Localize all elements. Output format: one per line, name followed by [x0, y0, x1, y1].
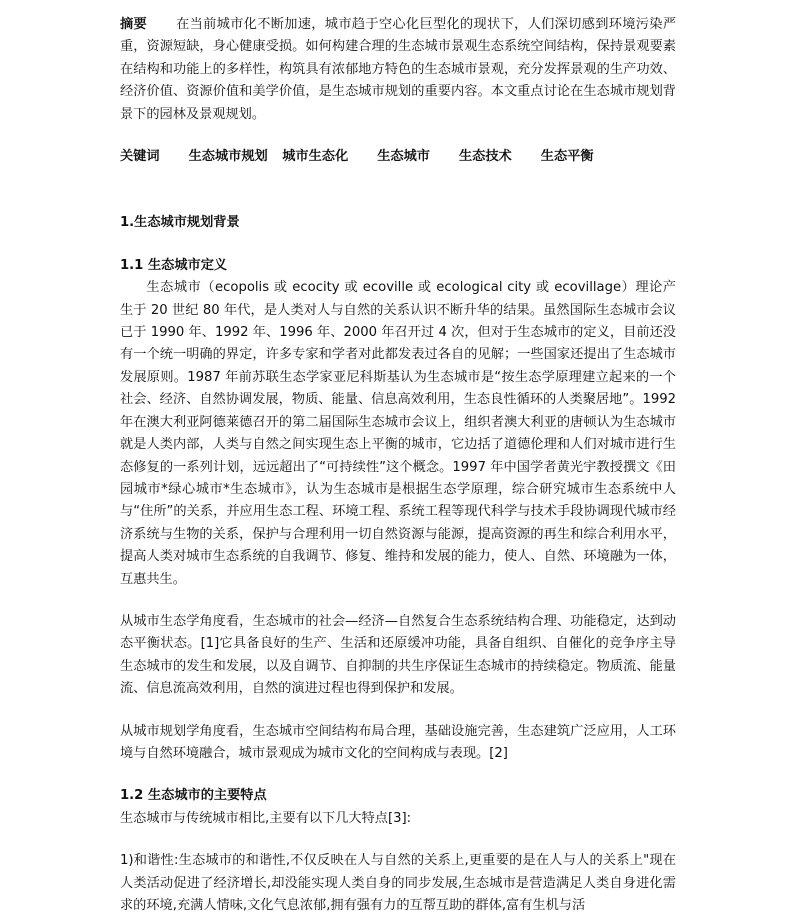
section-1-2-point-1: 1)和谐性:生态城市的和谐性,不仅反映在人与自然的关系上,更重要的是在人与人的关系上"现在人类活动促进了经济增长,却没能实现人类自身的同步发展,生态城市是营造满足人类自身进化需求的环境,充满人情味,文化气息浓郁,拥有强有力的互帮互助的群体,富有生机与活 — [120, 853, 676, 913]
abstract-paragraph — [120, 14, 676, 126]
keyword-3: 生态城市 — [377, 149, 430, 165]
abstract-label: 摘要 — [120, 17, 148, 32]
section-1-1-heading: 1.1 生态城市定义 — [120, 257, 228, 273]
keywords-label: 关键词 — [120, 149, 160, 165]
section-1-2-intro: 生态城市与传统城市相比,主要有以下几大特点[3]: — [120, 810, 412, 826]
section-1-1-paragraph-3: 从城市规划学角度看，生态城市空间结构布局合理，基础设施完善，生态建筑广泛应用，人工环境与自然环境融合，城市景观成为城市文化的空间构成与表现。[2] — [120, 723, 676, 761]
keyword-5: 生态平衡 — [540, 149, 594, 165]
keywords-line — [120, 146, 676, 168]
section-1-1-paragraph-2: 从城市生态学角度看，生态城市的社会—经济—自然复合生态系统结构合理、功能稳定，达到动态平衡状态。[1]它具备良好的生产、生活和还原缓冲功能，具备自组织、自催化的竞争序主导生态城市的发生和发展，以及自调节、自抑制的共生序保证生态城市的持续稳定。物质流、能量流、信息流高效利用，自然的演进过程也得到保护和发展。 — [120, 613, 676, 697]
section-1-2-heading: 1.2 生态城市的主要特点 — [120, 788, 267, 804]
abstract-text: 在当前城市化不断加速，城市趋于空心化巨型化的现状下，人们深切感到环境污染严重，资源短缺，身心健康受损。如何构建合理的生态城市景观生态系统空间结构，保持景观要素在结构和功能上的多样性，构筑具有浓郁地方特色的生态城市景观，充分发挥景观的生产功效、经济价值、资源价值和美学价值，是生态城市规划的重要内容。本文重点讨论在生态城市规划背景下的园林及景观规划。 — [120, 17, 677, 122]
keyword-2: 城市生态化 — [282, 149, 349, 165]
keyword-1: 生态城市规划 — [188, 149, 268, 165]
section-1-heading: 1.生态城市规划背景 — [120, 215, 240, 231]
document-page — [120, 14, 676, 917]
keyword-4: 生态技术 — [458, 149, 512, 165]
section-1-1-paragraph-1: 生态城市（ecopolis 或 ecocity 或 ecoville 或 ecological city 或 ecovillage）理论产生于 20 世纪 80 年代，是人类对人与自然的关系认识不断升华的结果。虽然国际生态城市会议已于 1990 年、1992 年、1996 年、2000 年召开过 4 次，但对于生态城市的定义，目前还没有一个统一明确的界定，许多专家和学者对此都发表过各自的见解；一些国家还提出了生态城市发展原则。1987 年前苏联生态学家亚尼科斯基认为生态城市是“按生态学原理建立起来的一个社会、经济、自然协调发展，物质、能量、信息高效利用，生态良性循环的人类聚居地”。1992 年在澳大利亚阿德莱德召开的第二届国际生态城市会议上，组织者澳大利亚的唐顿认为生态城市就是人类内部，人类与自然之间实现生态上平衡的城市，它边括了道德伦理和人们对城市进行生态修复的一系列计划，远远超出了“可持续性”这个概念。1997 年中国学者黄光宇教授撰文《田园城市*绿心城市*生态城市》，认为生态城市是根据生态学原理，综合研究城市生态系统中人与“住所”的关系，并应用生态工程、环境工程、系统工程等现代科学与技术手段协调现代城市经济系统与生物的关系，保护与合理利用一切自然资源与能源，提高资源的再生和综合利用水平，提高人类对城市生态系统的自我调节、修复、维持和发展的能力，使人、自然、环境融为一体，互惠共生。 — [120, 280, 676, 587]
